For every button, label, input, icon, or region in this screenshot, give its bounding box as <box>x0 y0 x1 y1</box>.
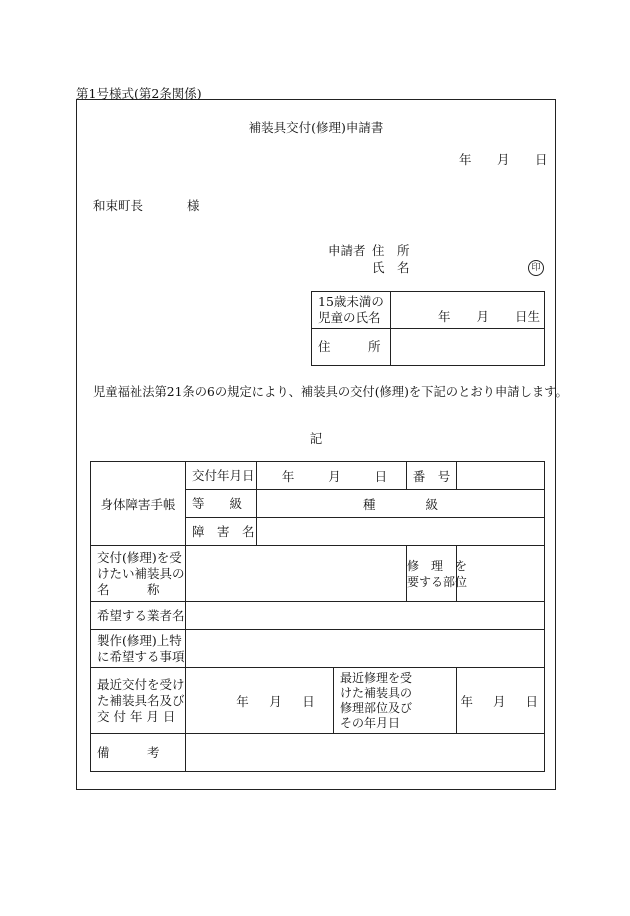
recent-repair-line3: 修理部位及び <box>340 700 413 715</box>
handbook-label: 身体障害手帳 <box>91 462 186 546</box>
header-day: 日 <box>535 152 548 167</box>
type-grade-cell[interactable]: 種 級 <box>257 490 545 518</box>
form-title: 補装具交付(修理)申請書 <box>248 120 384 135</box>
remarks-cell[interactable] <box>186 734 545 772</box>
special-request-cell[interactable] <box>186 630 545 668</box>
device-label <box>91 546 186 602</box>
number-label: 番 号 <box>407 462 457 490</box>
special-request-label <box>91 630 186 668</box>
header-year: 年 <box>459 152 472 167</box>
seal-mark: 印 <box>528 260 544 276</box>
birth-month: 月 <box>476 309 489 324</box>
disability-label: 障 害 名 <box>186 518 257 546</box>
vendor-cell[interactable] <box>186 602 545 630</box>
child-name-cell[interactable] <box>391 292 545 329</box>
recent-repair-cell[interactable] <box>457 668 545 734</box>
statement: 児童福祉法第21条の6の規定により、補装具の交付(修理)を下記のとおり申請します。 <box>93 385 568 399</box>
child-address-label: 住 所 <box>312 329 391 366</box>
main-table <box>90 461 545 772</box>
recent-repair-line4: その年月日 <box>340 715 401 730</box>
device-name-cell[interactable] <box>186 546 407 602</box>
repair-part-cell[interactable] <box>457 546 545 602</box>
birth-year: 年 <box>437 309 451 324</box>
issue-year: 年 <box>281 468 295 484</box>
recent-repair-year: 年 <box>460 693 473 709</box>
addressee-name: 和束町長 <box>93 198 144 213</box>
recent-line2: た補装具名及び <box>97 692 185 708</box>
header-month: 月 <box>497 152 510 167</box>
recent-repair-day: 日 <box>525 693 539 709</box>
birth-day: 日生 <box>514 309 540 324</box>
recent-device-cell[interactable] <box>186 668 334 734</box>
recent-month: 月 <box>269 693 282 709</box>
child-name-label <box>312 292 391 329</box>
applicant-address-label: 住 所 <box>372 243 410 258</box>
disability-cell[interactable] <box>257 518 545 546</box>
recent-repair-line1: 最近修理を受 <box>340 670 413 685</box>
seal-icon <box>528 258 544 276</box>
special-line1: 製作(修理)上特 <box>97 632 182 648</box>
child-name-label-line2: 児童の氏名 <box>318 310 381 325</box>
recent-repair-month: 月 <box>492 693 506 709</box>
recent-repair-line2: けた補装具の <box>340 685 413 700</box>
recent-line1: 最近交付を受け <box>97 676 185 692</box>
child-address-cell[interactable] <box>391 329 545 366</box>
form-number: 第1号様式(第2条関係) <box>76 86 202 101</box>
recent-line3: 交 付 年 月 日 <box>97 708 176 724</box>
child-table <box>311 291 545 366</box>
issue-date-cell[interactable] <box>257 462 407 490</box>
applicant-label: 申請者 <box>328 243 366 258</box>
repair-part-label <box>407 546 468 602</box>
device-label-line1: 交付(修理)を受 <box>97 549 182 565</box>
issue-month: 月 <box>328 468 341 484</box>
applicant-name-label: 氏 名 <box>372 260 410 275</box>
recent-device-label <box>91 668 186 734</box>
repair-part-line1: 修 理 を <box>407 558 468 573</box>
recent-day: 日 <box>302 693 315 709</box>
grade-label: 等 級 <box>186 490 257 518</box>
issue-date-label: 交付年月日 <box>186 462 257 490</box>
vendor-label: 希望する業者名 <box>91 602 186 630</box>
recent-year: 年 <box>236 693 249 709</box>
repair-part-line2: 要する部位 <box>407 574 468 589</box>
header-date <box>459 150 548 168</box>
device-label-line2: けたい補装具の <box>97 565 185 581</box>
recent-repair-label <box>334 668 457 734</box>
addressee-honorific: 様 <box>187 198 200 213</box>
child-name-label-line1: 15歳未満の <box>318 294 384 309</box>
addressee <box>93 196 200 214</box>
device-label-line3: 名 称 <box>97 581 160 597</box>
remarks-label: 備 考 <box>91 734 186 772</box>
ki-label: 記 <box>309 431 323 446</box>
issue-day: 日 <box>374 468 388 484</box>
number-cell[interactable] <box>457 462 545 490</box>
special-line2: に希望する事項 <box>97 648 185 664</box>
application-form <box>76 99 568 790</box>
